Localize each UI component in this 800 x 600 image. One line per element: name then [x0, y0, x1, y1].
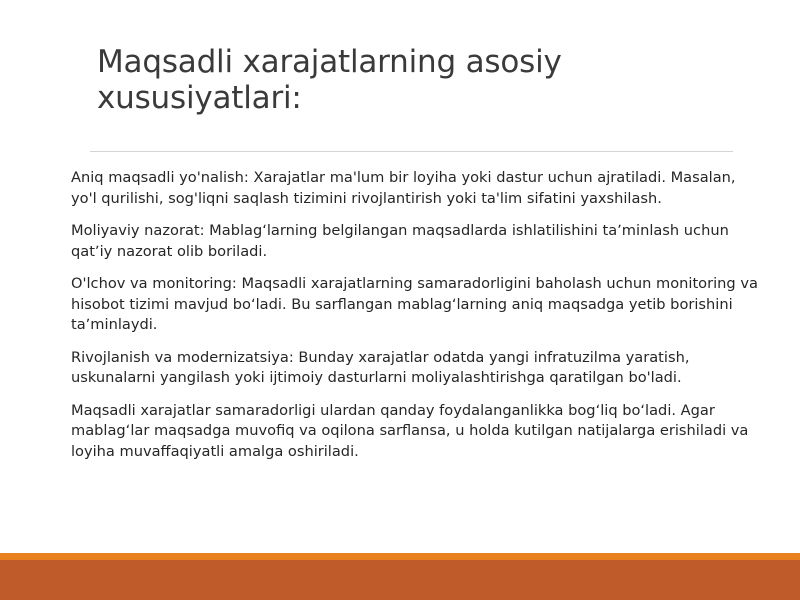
slide-title: Maqsadli xarajatlarning asosiy xususiyatlari:	[97, 44, 562, 116]
paragraph-olchov-monitoring: O'lchov va monitoring: Maqsadli xarajatlarning samaradorligini baholash uchun monitoring va hisobot tizimi mavjud boʻladi. Bu sarflangan mablagʻlarning aniq maqsadga yetib borishini taʼminlaydi.	[71, 275, 758, 333]
paragraph-samaradorlik: Maqsadli xarajatlar samaradorligi ulardan qanday foydalanganlikka bogʻliq boʻladi. Agar mablagʻlar maqsadga muvofiq va oqilona sarflansa, u holda kutilgan natijalarga erishiladi va loyiha muvaffaqiyatli amalga oshiriladi.	[71, 401, 749, 460]
title-divider	[90, 151, 733, 152]
footer-band	[0, 560, 800, 600]
footer-accent-stripe	[0, 553, 800, 560]
paragraph-aniq-maqsadli: Aniq maqsadli yo'nalish: Xarajatlar ma'lum bir loyiha yoki dastur uchun ajratiladi. Masalan, yo'l qurilishi, sog'liqni saqlash tizimini rivojlantirish yoki ta'lim sifatini yaxshilash.	[71, 169, 736, 207]
slide-body	[71, 168, 761, 474]
paragraph-moliyaviy-nazorat: Moliyaviy nazorat: Mablagʻlarning belgilangan maqsadlarda ishlatilishini taʼminlash uchun qatʼiy nazorat olib boriladi.	[71, 222, 729, 260]
paragraph-rivojlanish: Rivojlanish va modernizatsiya: Bunday xarajatlar odatda yangi infratuzilma yaratish, uskunalarni yangilash yoki ijtimoiy dasturlarni moliyalashtirishga qaratilgan bo'ladi.	[71, 348, 690, 386]
